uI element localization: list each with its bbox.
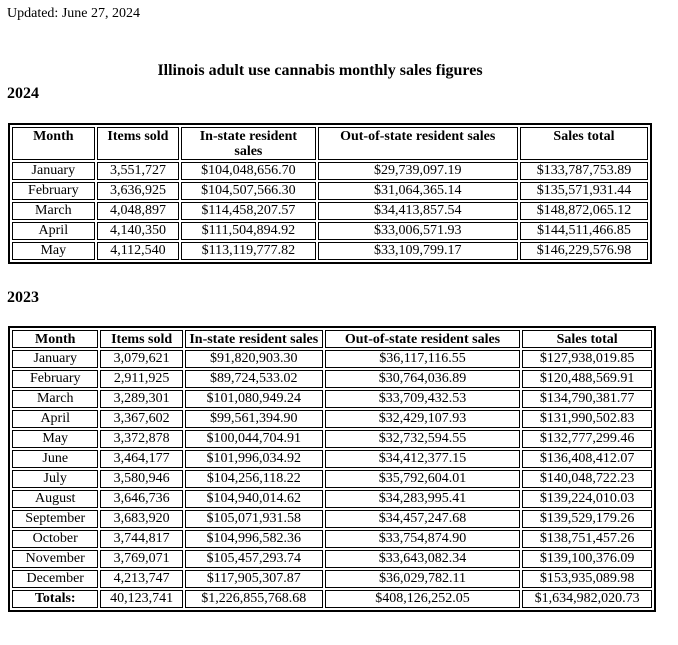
table-row [12, 162, 648, 180]
sales-total-cell: $120,488,569.91 [522, 370, 652, 388]
sales-total-cell: $148,872,065.12 [520, 202, 648, 220]
items-sold-cell: 3,646,736 [100, 490, 182, 508]
table-row [12, 470, 652, 488]
items-sold-cell: 3,372,878 [100, 430, 182, 448]
out-of-state-sales-cell: $35,792,604.01 [325, 470, 521, 488]
table-row [12, 202, 648, 220]
updated-date: Updated: June 27, 2024 [7, 6, 140, 21]
col-header-in-state-sales: In-state resident sales [185, 330, 323, 348]
out-of-state-sales-cell: $34,457,247.68 [325, 510, 521, 528]
month-cell: April [12, 222, 95, 240]
col-header-out-of-state-sales: Out-of-state resident sales [325, 330, 521, 348]
page-title: Illinois adult use cannabis monthly sales figures [157, 62, 483, 79]
out-of-state-sales-cell: $36,117,116.55 [325, 350, 521, 368]
items-sold-cell: 4,112,540 [97, 242, 180, 260]
out-of-state-sales-cell: $34,412,377.15 [325, 450, 521, 468]
in-state-sales-cell: $104,256,118.22 [185, 470, 323, 488]
col-header-sales-total: Sales total [520, 127, 648, 160]
sales-total-cell: $140,048,722.23 [522, 470, 652, 488]
in-state-sales-cell: $105,071,931.58 [185, 510, 323, 528]
table-row [12, 350, 652, 368]
items-sold-cell: 3,769,071 [100, 550, 182, 568]
sales-total-cell: $153,935,089.98 [522, 570, 652, 588]
out-of-state-sales-cell: $32,732,594.55 [325, 430, 521, 448]
table-row [12, 242, 648, 260]
sales-table-2023 [8, 326, 656, 612]
month-cell: November [12, 550, 98, 568]
table-row [12, 510, 652, 528]
in-state-sales-cell: $99,561,394.90 [185, 410, 323, 428]
table-row [12, 182, 648, 200]
table-row [12, 570, 652, 588]
month-cell: February [12, 370, 98, 388]
col-header-month: Month [12, 330, 98, 348]
in-state-sales-cell: $104,507,566.30 [181, 182, 315, 200]
totals-row [12, 590, 652, 608]
out-of-state-sales-cell: $33,006,571.93 [318, 222, 518, 240]
year-heading-2024: 2024 [7, 85, 39, 102]
month-cell: May [12, 430, 98, 448]
sales-total-cell: $135,571,931.44 [520, 182, 648, 200]
in-state-sales-cell: $105,457,293.74 [185, 550, 323, 568]
sales-total-cell: $131,990,502.83 [522, 410, 652, 428]
items-sold-cell: 3,367,602 [100, 410, 182, 428]
sales-total-cell: $127,938,019.85 [522, 350, 652, 368]
sales-total-cell: $138,751,457.26 [522, 530, 652, 548]
col-header-items-sold: Items sold [97, 127, 180, 160]
out-of-state-sales-cell: $30,764,036.89 [325, 370, 521, 388]
table-row [12, 390, 652, 408]
month-cell: March [12, 390, 98, 408]
in-state-sales-cell: $104,996,582.36 [185, 530, 323, 548]
out-of-state-sales-total-cell: $408,126,252.05 [325, 590, 521, 608]
in-state-sales-cell: $89,724,533.02 [185, 370, 323, 388]
sales-total-cell: $139,224,010.03 [522, 490, 652, 508]
in-state-sales-cell: $111,504,894.92 [181, 222, 315, 240]
month-cell: February [12, 182, 95, 200]
in-state-sales-cell: $100,044,704.91 [185, 430, 323, 448]
out-of-state-sales-cell: $29,739,097.19 [318, 162, 518, 180]
sales-total-cell: $133,787,753.89 [520, 162, 648, 180]
items-sold-total-cell: 40,123,741 [100, 590, 182, 608]
items-sold-cell: 3,464,177 [100, 450, 182, 468]
sales-total-cell: $139,100,376.09 [522, 550, 652, 568]
col-header-sales-total: Sales total [522, 330, 652, 348]
month-cell: August [12, 490, 98, 508]
out-of-state-sales-cell: $34,413,857.54 [318, 202, 518, 220]
in-state-sales-total-cell: $1,226,855,768.68 [185, 590, 323, 608]
col-header-out-of-state-sales: Out-of-state resident sales [318, 127, 518, 160]
year-heading-2023: 2023 [7, 289, 39, 306]
items-sold-cell: 4,213,747 [100, 570, 182, 588]
month-cell: March [12, 202, 95, 220]
in-state-sales-cell: $101,996,034.92 [185, 450, 323, 468]
month-cell: May [12, 242, 95, 260]
in-state-sales-cell: $117,905,307.87 [185, 570, 323, 588]
header-row [12, 330, 652, 348]
col-header-month: Month [12, 127, 95, 160]
table-row [12, 450, 652, 468]
col-header-in-state-sales: In-state resident sales [181, 127, 315, 160]
items-sold-cell: 3,683,920 [100, 510, 182, 528]
items-sold-cell: 3,079,621 [100, 350, 182, 368]
out-of-state-sales-cell: $36,029,782.11 [325, 570, 521, 588]
totals-label: Totals: [12, 590, 98, 608]
out-of-state-sales-cell: $33,643,082.34 [325, 550, 521, 568]
month-cell: July [12, 470, 98, 488]
out-of-state-sales-cell: $33,109,799.17 [318, 242, 518, 260]
out-of-state-sales-cell: $33,754,874.90 [325, 530, 521, 548]
month-cell: June [12, 450, 98, 468]
table-row [12, 550, 652, 568]
table-row [12, 490, 652, 508]
in-state-sales-cell: $104,940,014.62 [185, 490, 323, 508]
month-cell: January [12, 350, 98, 368]
items-sold-cell: 2,911,925 [100, 370, 182, 388]
sales-total-cell: $134,790,381.77 [522, 390, 652, 408]
month-cell: January [12, 162, 95, 180]
out-of-state-sales-cell: $32,429,107.93 [325, 410, 521, 428]
sales-total-cell: $132,777,299.46 [522, 430, 652, 448]
sales-total-cell: $136,408,412.07 [522, 450, 652, 468]
sales-total-cell: $146,229,576.98 [520, 242, 648, 260]
in-state-sales-cell: $104,048,656.70 [181, 162, 315, 180]
col-header-items-sold: Items sold [100, 330, 182, 348]
header-row [12, 127, 648, 160]
out-of-state-sales-cell: $34,283,995.41 [325, 490, 521, 508]
items-sold-cell: 3,289,301 [100, 390, 182, 408]
items-sold-cell: 3,744,817 [100, 530, 182, 548]
sales-total-cell: $139,529,179.26 [522, 510, 652, 528]
in-state-sales-cell: $91,820,903.30 [185, 350, 323, 368]
in-state-sales-cell: $101,080,949.24 [185, 390, 323, 408]
out-of-state-sales-cell: $33,709,432.53 [325, 390, 521, 408]
items-sold-cell: 3,580,946 [100, 470, 182, 488]
table-row [12, 370, 652, 388]
in-state-sales-cell: $114,458,207.57 [181, 202, 315, 220]
in-state-sales-cell: $113,119,777.82 [181, 242, 315, 260]
items-sold-cell: 4,140,350 [97, 222, 180, 240]
month-cell: April [12, 410, 98, 428]
month-cell: October [12, 530, 98, 548]
sales-table-2024 [8, 123, 652, 264]
table-row [12, 410, 652, 428]
sales-total-cell: $144,511,466.85 [520, 222, 648, 240]
month-cell: December [12, 570, 98, 588]
month-cell: September [12, 510, 98, 528]
sales-total-total-cell: $1,634,982,020.73 [522, 590, 652, 608]
table-row [12, 530, 652, 548]
table-row [12, 222, 648, 240]
items-sold-cell: 4,048,897 [97, 202, 180, 220]
items-sold-cell: 3,551,727 [97, 162, 180, 180]
out-of-state-sales-cell: $31,064,365.14 [318, 182, 518, 200]
items-sold-cell: 3,636,925 [97, 182, 180, 200]
table-row [12, 430, 652, 448]
